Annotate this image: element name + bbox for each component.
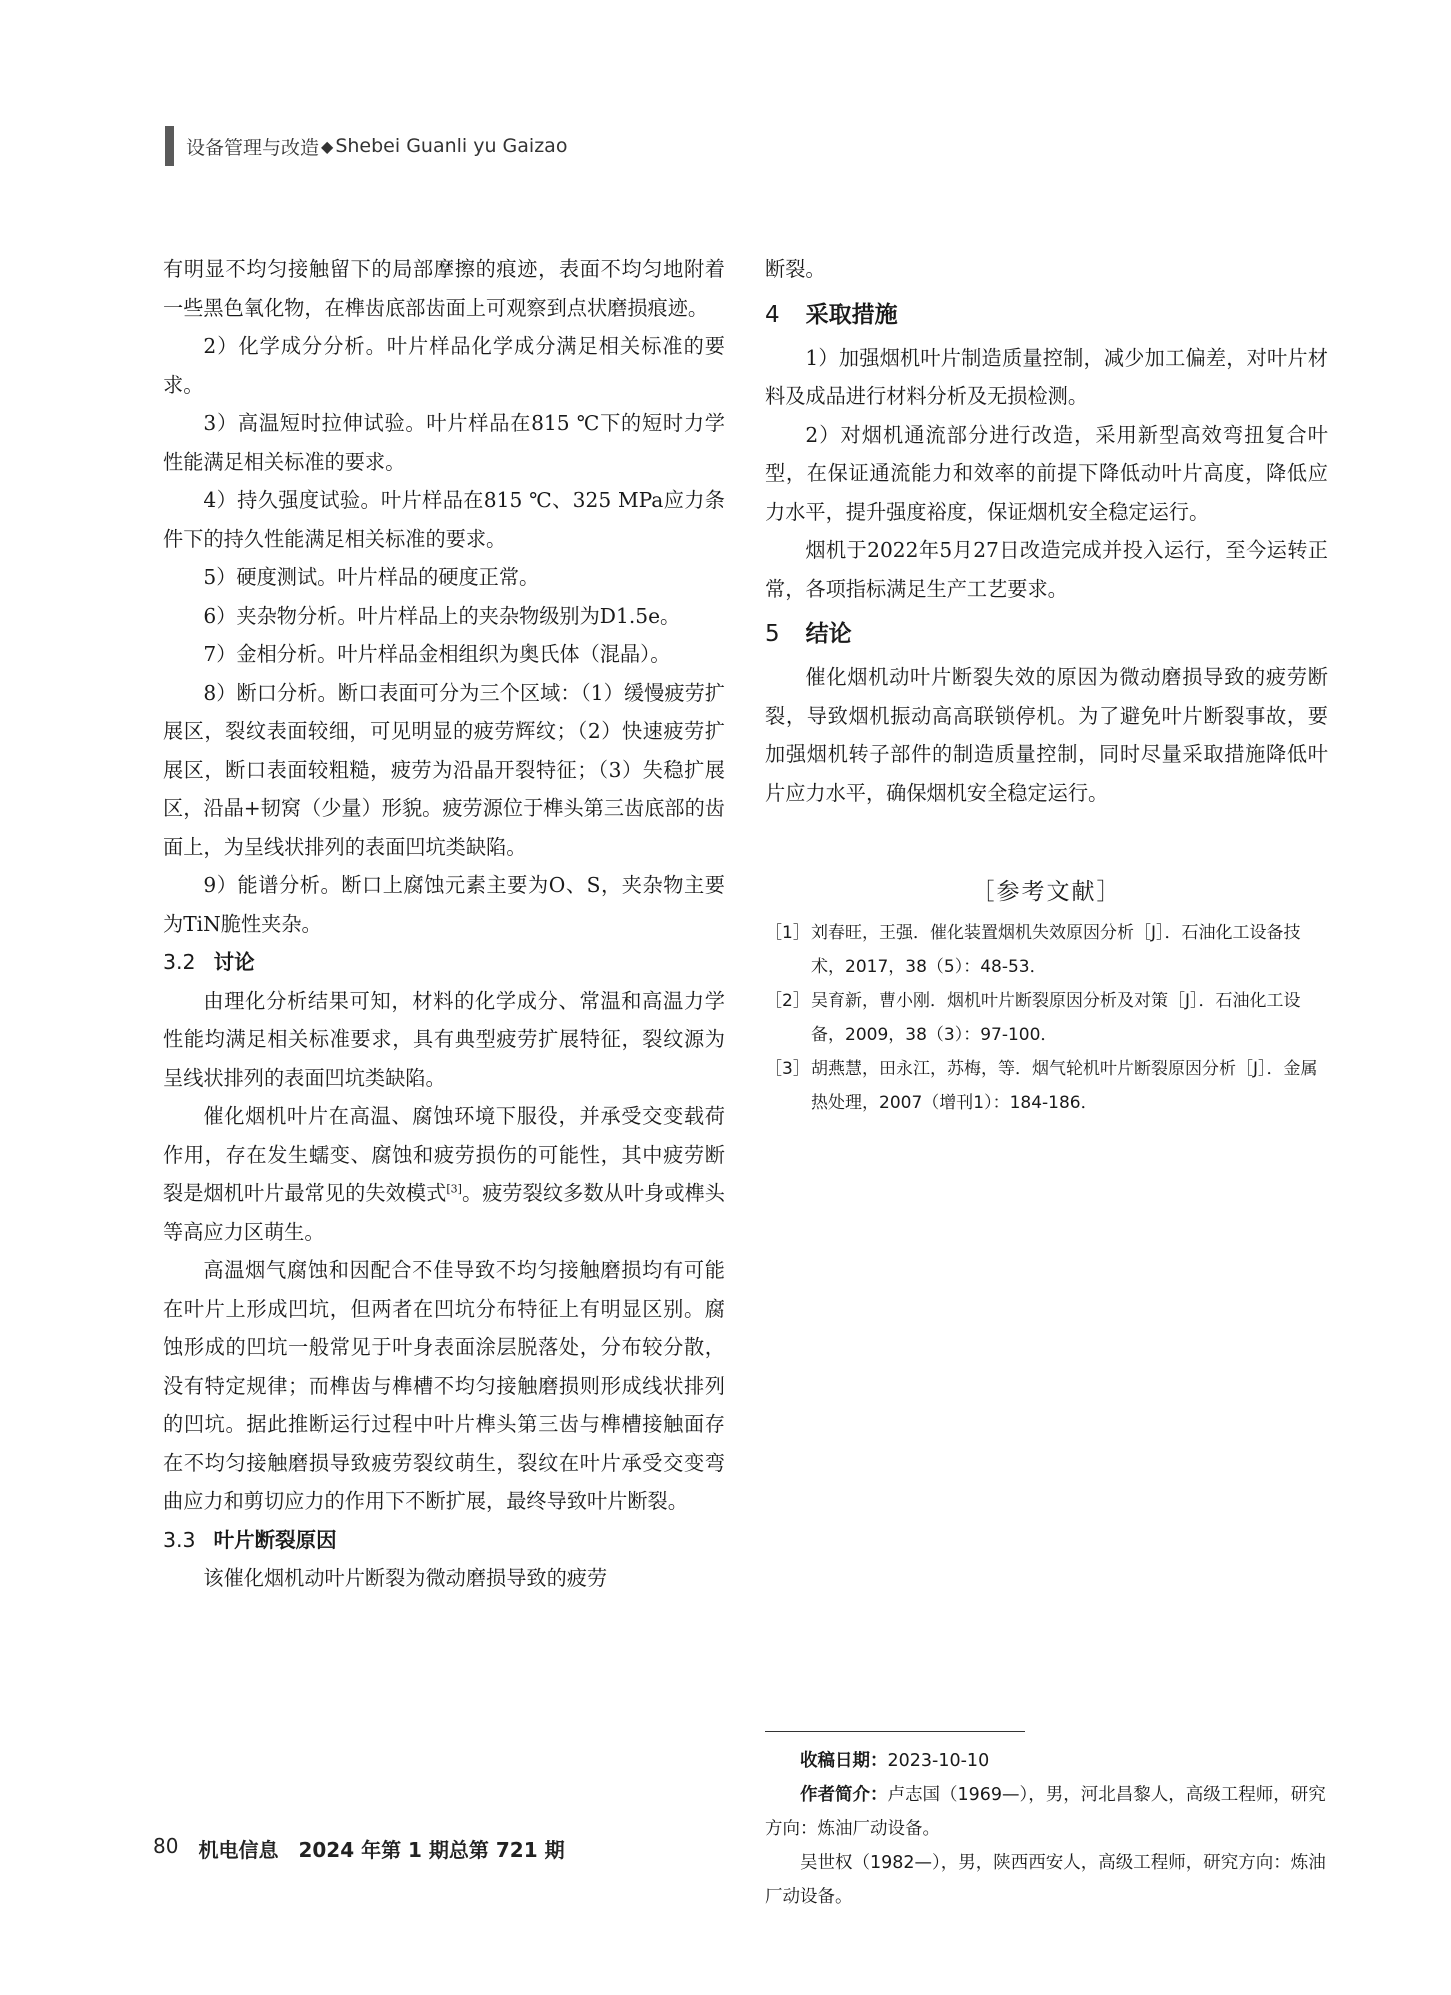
paragraph: 由理化分析结果可知，材料的化学成分、常温和高温力学性能均满足相关标准要求，具有典型疲劳扩展特征，裂纹源为呈线状排列的表面凹坑类缺陷。 [163,988,725,1090]
paragraph: 该催化烟机动叶片断裂为微动磨损导致的疲劳 [203,1566,608,1590]
paragraph: 催化烟机动叶片断裂失效的原因为微动磨损导致的疲劳断裂，导致烟机振动高高联锁停机。为了避免叶片断裂事故，要加强烟机转子部件的制造质量控制，同时尽量采取措施降低叶片应力水平，确保烟机安全稳定运行。 [765,665,1328,805]
paragraph: 6）夹杂物分析。叶片样品上的夹杂物级别为D1.5e。 [203,603,681,628]
paragraph: 有明显不均匀接触留下的局部摩擦的痕迹，表面不均匀地附着一些黑色氧化物，在榫齿底部齿面上可观察到点状磨损痕迹。 [163,257,725,320]
right-column [765,250,1328,1120]
left-column [163,250,725,1598]
reference-number: ［3］ [765,1059,810,1079]
footnote-divider [765,1731,1025,1732]
received-date [765,1744,1328,1778]
heading-number: 4 [765,301,780,328]
heading-title: 叶片断裂原因 [213,1527,337,1552]
footnote [765,1744,1328,1914]
paragraph-text: 。疲劳裂纹多数从叶身或榫头等高应力区萌生。 [163,1181,725,1244]
received-value: 2023-10-10 [887,1751,990,1771]
paragraph: 5）硬度测试。叶片样品的硬度正常。 [203,565,540,589]
section-heading-4 [765,295,1328,335]
paragraph [163,1097,725,1251]
paragraph: 7）金相分析。叶片样品金相组织为奥氏体（混晶）。 [203,642,671,666]
author-2: 吴世权（1982—），男，陕西西安人，高级工程师，研究方向：炼油厂动设备。 [765,1853,1326,1907]
journal-name: 机电信息 [198,1838,279,1862]
issue-info: 2024 年第 1 期总第 721 期 [298,1838,565,1862]
paragraph: 烟机于2022年5月27日改造完成并投入运行，至今运转正常，各项指标满足生产工艺要求。 [765,538,1328,601]
paragraph: 1）加强烟机叶片制造质量控制，减少加工偏差，对叶片材料及成品进行材料分析及无损检测。 [765,345,1328,408]
paragraph: 9）能谱分析。断口上腐蚀元素主要为O、S，夹杂物主要为TiN脆性夹杂。 [163,873,725,936]
heading-number: 5 [765,621,780,647]
reference-text: 刘春旺，王强．催化装置烟机失效原因分析［J］．石油化工设备技术，2017，38（5）：48-53． [811,923,1301,977]
reference-item [765,984,1328,1052]
heading-number: 3.3 [163,1527,196,1552]
reference-item [765,916,1328,984]
reference-text: 吴育新，曹小刚．烟机叶片断裂原因分析及对策［J］．石油化工设备，2009，38（3）：97-100． [811,991,1301,1045]
paragraph: 3）高温短时拉伸试验。叶片样品在815 ℃下的短时力学性能满足相关标准的要求。 [163,411,725,474]
paragraph-text: 催化烟机叶片在高温、腐蚀环境下服役，并承受交变载荷作用，存在发生蠕变、腐蚀和疲劳损伤的可能性，其中疲劳断裂是烟机叶片最常见的失效模式 [163,1104,725,1205]
section-heading-5 [765,614,1328,654]
reference-item [765,1052,1328,1120]
citation: [3] [446,1182,462,1196]
heading-title: 结论 [805,621,852,647]
diamond-icon: ◆ [321,136,334,156]
page-footer [153,1834,565,1863]
author-info [765,1778,1328,1846]
header-title-en: Shebei Guanli yu Gaizao [335,135,568,157]
header-bar [165,126,174,166]
author-label: 作者简介： [800,1785,888,1805]
section-heading-3-2 [163,943,725,982]
reference-text: 胡燕慧，田永江，苏梅，等．烟气轮机叶片断裂原因分析［J］．金属热处理，2007（增刊1）：184-186． [811,1059,1318,1113]
paragraph: 2）对烟机通流部分进行改造，采用新型高效弯扭复合叶型，在保证通流能力和效率的前提下降低动叶片高度，降低应力水平，提升强度裕度，保证烟机安全稳定运行。 [765,422,1328,524]
section-heading-3-3 [163,1521,725,1560]
author-1: 卢志国（1969—），男，河北昌黎人，高级工程师，研究方向：炼油厂动设备。 [765,1785,1326,1839]
received-label: 收稿日期： [800,1751,888,1771]
heading-number: 3.2 [163,950,196,974]
paragraph: 4）持久强度试验。叶片样品在815 ℃、325 MPa应力条件下的持久性能满足相关标准的要求。 [163,488,725,551]
heading-title: 采取措施 [805,301,898,328]
references-title: ［参考文献］ [971,879,1122,905]
reference-number: ［1］ [765,923,810,943]
reference-number: ［2］ [765,991,810,1011]
page-number: 80 [153,1834,179,1858]
paragraph: 高温烟气腐蚀和因配合不佳导致不均匀接触磨损均有可能在叶片上形成凹坑，但两者在凹坑分布特征上有明显区别。腐蚀形成的凹坑一般常见于叶身表面涂层脱落处，分布较分散，没有特定规律；而榫齿与榫槽不均匀接触磨损则形成线状排列的凹坑。据此推断运行过程中叶片榫头第三齿与榫槽接触面存在不均匀接触磨损导致疲劳裂纹萌生，裂纹在叶片承受交变弯曲应力和剪切应力的作用下不断扩展，最终导致叶片断裂。 [163,1258,725,1513]
paragraph: 断裂。 [765,257,826,281]
paragraph: 2）化学成分分析。叶片样品化学成分满足相关标准的要求。 [163,334,725,397]
heading-title: 讨论 [213,950,255,974]
header-title-cn: 设备管理与改造 [186,136,320,159]
running-header [165,126,567,166]
paragraph: 8）断口分析。断口表面可分为三个区域：（1）缓慢疲劳扩展区，裂纹表面较细，可见明显的疲劳辉纹；（2）快速疲劳扩展区，断口表面较粗糙，疲劳为沿晶开裂特征；（3）失稳扩展区，沿晶+韧窝（少量）形貌。疲劳源位于榫头第三齿底部的齿面上，为呈线状排列的表面凹坑类缺陷。 [163,680,725,859]
